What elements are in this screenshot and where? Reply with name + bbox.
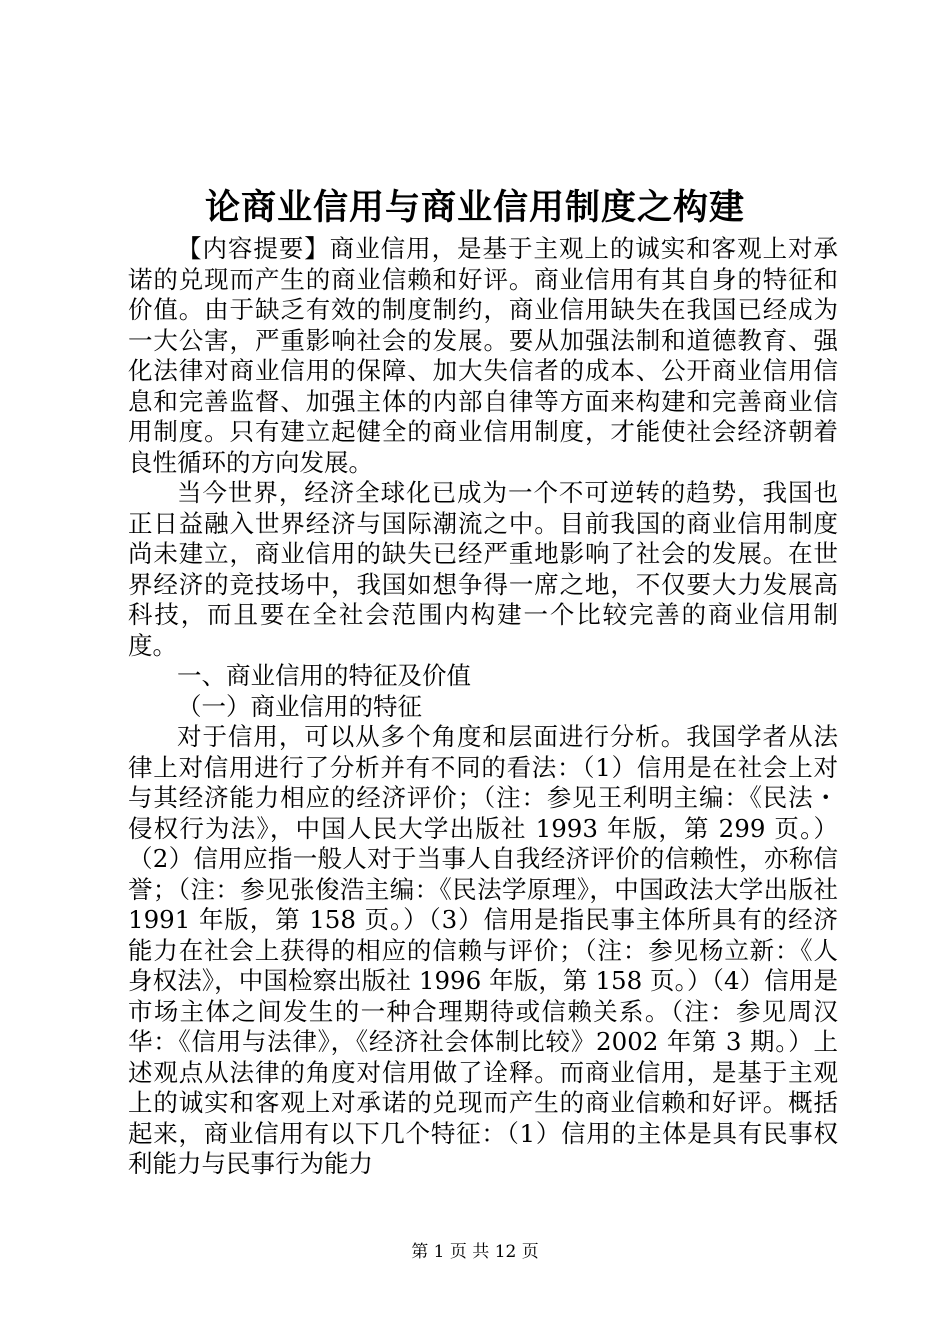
- subsection-heading: （一）商业信用的特征: [177, 691, 422, 721]
- abstract-paragraph: 【内容提要】商业信用，是基于主观上的诚实和客观上对承诺的兑现而产生的商业信赖和好评。商业信用有其自身的特征和价值。由于缺乏有效的制度制约，商业信用缺失在我国已经成为一大公害，严重影响社会的发展。要从加强法制和道德教育、强化法律对商业信用的保障、加大失信者的成本、公开商业信用信息和完善监督、加强主体的内部自律等方面来构建和完善商业信用制度。只有建立起健全的商业信用制度，才能使社会经济朝着良性循环的方向发展。: [128, 234, 838, 477]
- document-body: [128, 234, 838, 1180]
- page-footer: 第 1 页 共 12 页: [411, 1242, 539, 1262]
- section-heading: 一、商业信用的特征及价值: [177, 661, 471, 690]
- intro-paragraph: 当今世界，经济全球化已成为一个不可逆转的趋势，我国也正日益融入世界经济与国际潮流之中。目前我国的商业信用制度尚未建立，商业信用的缺失已经严重地影响了社会的发展。在世界经济的竞技场中，我国如想争得一席之地，不仅要大力发展高科技，而且要在全社会范围内构建一个比较完善的商业信用制度。: [128, 478, 838, 660]
- body-paragraph: 对于信用，可以从多个角度和层面进行分析。我国学者从法律上对信用进行了分析并有不同的看法：（1）信用是在社会上对与其经济能力相应的经济评价；（注：参见王利明主编：《民法・侵权行为法》，中国人民大学出版社 1993 年版，第 299 页。）（2）信用应指一般人对于当事人自我经济评价的信赖性，亦称信誉；（注：参见张俊浩主编：《民法学原理》，中国政法大学出版社 1991 年版，第 158 页。）（3）信用是指民事主体所具有的经济能力在社会上获得的相应的信赖与评价；（注：参见杨立新：《人身权法》，中国检察出版社 1996 年版，第 158 页。）（4）信用是市场主体之间发生的一种合理期待或信赖关系。（注：参见周汉华：《信用与法律》，《经济社会体制比较》2002 年第 3 期。）上述观点从法律的角度对信用做了诠释。而商业信用，是基于主观上的诚实和客观上对承诺的兑现而产生的商业信赖和好评。概括起来，商业信用有以下几个特征：（1）信用的主体是具有民事权利能力与民事行为能力: [128, 722, 838, 1178]
- document-title: 论商业信用与商业信用制度之构建: [204, 187, 745, 228]
